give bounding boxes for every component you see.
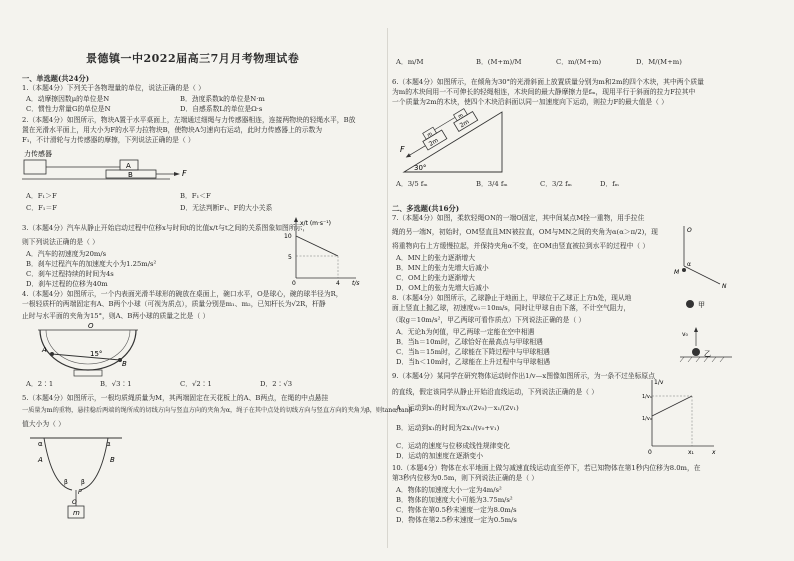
svg-text:0: 0 — [292, 280, 296, 287]
figure-two-balls — [676, 290, 736, 369]
svg-text:x: x — [712, 449, 716, 456]
q9-option-c: C．运动的速度与位移成线性规律变化 — [396, 442, 510, 450]
q8-option-b: B．当h＝10m时，乙球恰好在最高点与甲球相遇 — [396, 338, 543, 346]
q4-option-c: C．√2∶1 — [180, 380, 212, 388]
svg-text:4: 4 — [336, 280, 340, 287]
svg-text:x/t (m·s⁻¹): x/t (m·s⁻¹) — [300, 220, 331, 227]
q10-option-b: B．物体的加速度大小可能为3.75m/s² — [396, 496, 513, 504]
q10-option-c: C．物体在第0.5秒末速度一定为8.0m/s — [396, 506, 517, 514]
q5-option-d: D．M/(M+m) — [636, 58, 682, 66]
svg-text:F: F — [182, 169, 187, 178]
question-5-line-2: 一质量为m的重物，悬挂稳后两端的绳所成的切线方向与竖直方向的夹角为α，绳子在其中点处的切线方向与竖直方向的夹角为β，则tanα/tanβ — [22, 407, 413, 414]
question-2-line-1: 2.（本题4分）如图所示，物块A置于水平桌面上，左端通过细绳与力传感器相连，连接两物块的轻绳水平，B放 — [22, 116, 356, 124]
question-10-line-1: 10.（本题4分）物体在水平地面上做匀减速直线运动直至停下，若已知物体在第1秒内位移为8.0m，在 — [392, 464, 701, 472]
figure-xt-graph — [282, 216, 362, 291]
figure-bowl — [28, 320, 148, 383]
svg-text:m: m — [457, 112, 465, 121]
question-6-line-1: 6.（本题4分）如图所示，在倾角为30°的光滑斜面上放置质量分别为m和2m的四个木块，其中两个质量 — [392, 78, 704, 86]
svg-text:α: α — [687, 261, 691, 268]
q1-option-d: D．自感系数L的单位是Ω·s — [180, 105, 263, 113]
svg-text:v₀: v₀ — [682, 331, 688, 338]
question-8-line-3: （取g＝10m/s²，甲乙两球可看作质点）下列说法正确的是（ ） — [392, 316, 586, 324]
svg-text:β: β — [81, 479, 85, 486]
section-multi-choice: 二、多选题(共16分) — [392, 204, 460, 213]
column-divider — [387, 28, 388, 548]
svg-text:α: α — [106, 440, 111, 448]
question-6-line-2: 为m的木块间用一不可伸长的轻绳相连，木块间的最大静摩擦力是fₘ，现用平行于斜面的拉力F拉其中 — [392, 88, 696, 96]
question-2-line-2: 置在光滑水平面上，用大小为F的水平力拉物块B，使物块A匀速向右运动，此时力传感器上的示数为 — [22, 126, 323, 134]
section-single-choice: 一、单选题(共24分) — [22, 74, 90, 83]
svg-text:1/v₀: 1/v₀ — [642, 416, 652, 422]
svg-text:30°: 30° — [414, 164, 427, 172]
svg-text:O: O — [687, 227, 692, 234]
svg-text:M: M — [674, 269, 680, 276]
svg-text:O: O — [72, 499, 77, 506]
q1-option-b: B．劲度系数k的单位是N·m — [180, 95, 265, 103]
q2-option-c: C．F₁＝F — [26, 204, 57, 212]
q2-option-b: B．F₁＜F — [180, 192, 211, 200]
sensor-label: 力传感器 — [24, 150, 52, 158]
svg-text:O: O — [88, 322, 94, 330]
q3-option-d: D．刹车过程的位移为40m — [26, 280, 108, 288]
question-4-line-2: 一根轻质杆的两端固定有A、B两个小球（可视为质点），质量分别是m₁、m₂，已知杆长为√2R，杆静 — [22, 300, 326, 308]
svg-text:B: B — [128, 171, 133, 179]
svg-text:A: A — [126, 162, 131, 170]
svg-text:A: A — [38, 456, 43, 464]
svg-text:2m: 2m — [458, 118, 471, 130]
question-7-line-2: 绳的另一端N，初始时，OM竖直且MN被拉直，OM与MN之间的夹角为α(α＞π/2)，现 — [392, 228, 658, 236]
q10-option-a: A．物体的加速度大小一定为4m/s² — [396, 486, 502, 494]
q3-option-b: B．刹车过程汽车的加速度大小为1.25m/s² — [26, 260, 157, 268]
svg-text:1/v₁: 1/v₁ — [642, 394, 652, 400]
svg-text:1/v: 1/v — [654, 379, 664, 386]
question-8-line-1: 8.（本题4分）如图所示，乙球静止于地面上，甲球位于乙球正上方h处，现从地 — [392, 294, 632, 302]
question-1: 1.（本题4分）下列关于各物理量的单位，说法正确的是（ ） — [22, 84, 205, 92]
svg-text:A: A — [42, 346, 47, 354]
q4-option-d: D．2∶√3 — [260, 380, 293, 388]
figure-force-sensor — [20, 146, 200, 187]
question-6-line-3: 一个质量为2m的木块，使四个木块沿斜面以同一加速度向下运动，则拉力F的最大值是（ ） — [392, 98, 668, 106]
q6-option-d: D．fₘ — [600, 180, 619, 188]
q2-option-d: D．无法判断F₁、F的大小关系 — [180, 204, 273, 212]
q6-option-b: B．3/4 fₘ — [476, 180, 508, 188]
question-5-line-1: 5.（本题4分）如图所示，一根均质绳质量为M，其两端固定在天花板上的A、B两点，在绳的中点悬挂 — [22, 394, 329, 402]
q5-option-a: A．m/M — [396, 58, 424, 66]
q8-option-a: A．无论h为何值，甲乙两球一定能在空中相遇 — [396, 328, 535, 336]
q3-option-a: A．汽车的初速度为20m/s — [26, 250, 107, 258]
q4-option-a: A．2∶1 — [26, 380, 54, 388]
q5-option-c: C．m/(M+m) — [556, 58, 602, 66]
svg-text:x₁: x₁ — [688, 449, 694, 456]
question-2-line-3: F₁，不计滑轮与力传感器的摩擦，下列说法正确的是（ ） — [22, 136, 195, 144]
svg-text:β: β — [64, 479, 68, 486]
question-9-line-2: 的直线，假定该同学从静止开始沿直线运动，下列说法正确的是（ ） — [392, 388, 599, 396]
question-9-line-1: 9.（本题4分）某同学在研究物体运动时作出1/v—x图像如图所示，为一条不过坐标原点 — [392, 372, 655, 380]
figure-inv-v-x — [640, 376, 720, 463]
q9-option-a: A．运动到x₁的时间为x₁/(2v₀)－x₁/(2v₁) — [396, 404, 519, 412]
svg-text:B: B — [122, 360, 127, 368]
svg-text:0: 0 — [648, 449, 652, 456]
q7-option-a: A．MN上的张力逐渐增大 — [396, 254, 475, 262]
q6-option-c: C．3/2 fₘ — [540, 180, 572, 188]
q4-option-b: B．√3∶1 — [100, 380, 132, 388]
q8-option-c: C．当h＝15m时，乙球能在下降过程中与甲球相遇 — [396, 348, 550, 356]
svg-text:5: 5 — [288, 254, 292, 261]
svg-text:F: F — [400, 145, 405, 154]
question-5-line-3: 值大小为（ ） — [22, 420, 65, 428]
q3-option-c: C．刹车过程持续的时间为4s — [26, 270, 114, 278]
question-7-line-3: 将重物向右上方缓慢拉起，并保持夹角α不变，在OM由竖直被拉到水平的过程中（ ） — [392, 242, 650, 250]
q7-option-d: D．OM上的张力先增大后减小 — [396, 284, 489, 292]
exam-title: 景德镇一中2022届高三7月月考物理试卷 — [86, 52, 300, 65]
svg-text:α: α — [38, 440, 43, 448]
svg-text:2m: 2m — [427, 136, 440, 148]
q1-option-c: C．惯性力常量G的单位是N — [26, 105, 111, 113]
svg-text:B: B — [110, 456, 115, 464]
svg-text:N: N — [722, 283, 727, 290]
question-4-line-1: 4.（本题4分）如图所示，一个内表面光滑半球形的碗放在桌面上，碗口水平，O是球心，碗的球半径为R， — [22, 290, 343, 298]
question-3-line-1: 3.（本题4分）汽车从静止开始启动过程中位移x与时间t的比值x/t与t之间的关系图象如图所示， — [22, 224, 310, 232]
svg-text:m: m — [426, 131, 434, 139]
svg-text:t/s: t/s — [352, 280, 360, 287]
q7-option-c: C．OM上的张力逐渐增大 — [396, 274, 475, 282]
svg-text:m: m — [73, 509, 80, 517]
q10-option-d: D．物体在第2.5秒末速度一定为0.5m/s — [396, 516, 517, 524]
question-8-line-2: 面上竖直上抛乙球，初速度v₀＝10m/s，同时让甲球自由下落，不计空气阻力， — [392, 304, 631, 312]
q7-option-b: B．MN上的张力先增大后减小 — [396, 264, 489, 272]
question-3-line-2: 则下列说法正确的是（ ） — [22, 238, 99, 246]
q6-option-a: A．3/5 fₘ — [396, 180, 428, 188]
label-ball-yi: 乙 — [704, 350, 711, 358]
figure-rope-om — [664, 222, 734, 295]
q8-option-d: D．当h＜10m时，乙球能在上升过程中与甲球相遇 — [396, 358, 551, 366]
svg-text:P: P — [78, 489, 82, 496]
figure-incline — [398, 108, 508, 181]
question-10-line-2: 第3秒内位移为0.5m，则下列说法正确的是（ ） — [392, 474, 539, 482]
q1-option-a: A．动摩擦因数μ的单位是N — [26, 95, 110, 103]
svg-text:10: 10 — [284, 233, 292, 240]
q9-option-b: B．运动到x₁的时间为2x₁/(v₀+v₁) — [396, 424, 500, 432]
q9-option-d: D．运动的加速度在逐渐变小 — [396, 452, 484, 460]
q5-option-b: B．(M+m)/M — [476, 58, 522, 66]
q2-option-a: A．F₁＞F — [26, 192, 57, 200]
question-7-line-1: 7.（本题4分）如图，柔软轻绳ON的一端O固定，其中间某点M拴一重物，用手拉住 — [392, 214, 645, 222]
label-ball-jia: 甲 — [698, 301, 705, 309]
svg-text:15°: 15° — [90, 350, 103, 358]
question-4-line-3: 止时与水平面的夹角为15°，则A、B两小球的质量之比是（ ） — [22, 312, 210, 320]
figure-rope — [26, 432, 126, 527]
